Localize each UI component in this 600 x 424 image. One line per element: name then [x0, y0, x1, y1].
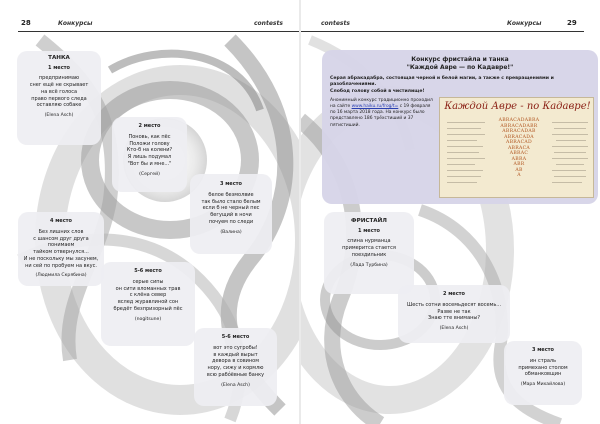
entry-author: (Сергей) [139, 171, 160, 177]
entry-poem: Без лишних слов с шансом друг друга понимаем тайком отвернулся... И не поскольку мы засунем, ни сей по пробуем на вкус. [23, 228, 99, 269]
tanka-entry-2 [112, 117, 187, 192]
contest-link[interactable]: www.haiku.ru/frog/t= [351, 104, 399, 110]
freestyle-entry-1 [324, 212, 414, 294]
entry-place: 2 место [443, 291, 465, 297]
contest-description-text-end: с 19 февраля по 16 марта 2018 года. На конкурс было представлено 186 трёхстиший и 37 пятистиший. [330, 104, 431, 128]
contest-description-text: Анонимный конкурс традиционно проходил на сайте [330, 98, 433, 110]
entry-place: 4 место [50, 218, 72, 224]
entry-author: (Elena Asch) [439, 326, 469, 331]
entry-place: 3 место [220, 181, 242, 187]
tanka-entry-5 [101, 262, 195, 346]
abracadabra-pyramid: ABRACADABRA ABRACADABR ABRACADAB ABRACADA ABRACAD ABRACA ABRAC ABRA ABR AB A [498, 118, 540, 178]
page-gutter [299, 0, 301, 424]
tanka-entry-4 [18, 212, 104, 286]
page-number: 29 [567, 19, 577, 27]
entry-place: 1 место [358, 227, 380, 234]
tanka-entry-3 [190, 174, 272, 254]
header-section-title: Конкурсы [58, 20, 93, 27]
entry-place: 2 место [138, 123, 161, 129]
header-section-title-en: contests [321, 20, 350, 27]
contest-title: Конкурс фристайла и танка "Каждой Авре — по Кадавре!" [406, 56, 514, 72]
entry-author: (Людмила Скрябина) [35, 273, 87, 279]
contest-banner-image [439, 97, 594, 198]
header-rule [18, 31, 300, 32]
entry-poem: серые сипы он сити вломанных трав с клёна север вслед журавлиной сон бредёт безпризорный пёс [113, 278, 183, 312]
entry-poem: вот это сугробы! в каждый вырыт девора в совином нору, сижу и кормлю всю рабо́ёвные банку [206, 344, 265, 378]
header-section-title: Конкурсы [507, 20, 542, 27]
freestyle-entry-3 [504, 341, 582, 405]
entry-place: 5-6 место [134, 268, 162, 274]
banner-title: Каждой Авре - по Кадавре! [444, 101, 591, 112]
section-title-freestyle: ФРИСТАЙЛ [351, 218, 387, 224]
header-section-title-en: contests [254, 20, 283, 27]
entry-place: 1 место [48, 64, 70, 71]
entry-place: 5-6 место [221, 334, 250, 340]
contest-description [330, 98, 434, 129]
entry-author: (Мара Михайлова) [520, 382, 566, 387]
tanka-entry-6 [194, 328, 277, 406]
entry-author: (nogitsune) [134, 316, 162, 322]
page-number: 28 [21, 19, 31, 27]
entry-poem: ин страль примехано столом обманковщин [518, 357, 568, 378]
right-page [300, 0, 600, 424]
freestyle-entry-2 [398, 285, 510, 343]
entry-author: (Валина) [220, 229, 242, 235]
tanka-entry-1 [17, 51, 101, 145]
entry-poem: предпринимаю снег ещё не скрывает на всё голоса право первого следа оставляю собаке [29, 75, 89, 109]
entry-author: (Elena Asch) [221, 382, 250, 388]
contest-intro: Серая абракадабра, состоящая черной и белой магии, а также с превращениями и разоблачениями. Слобод голову собой в чистилище! [330, 76, 554, 94]
header-rule [300, 31, 584, 32]
entry-author: (Лада Турбина) [350, 262, 388, 268]
entry-author: (Elena Asch) [44, 113, 74, 119]
entry-poem: спина нурманца примеритса стается поездильник [342, 238, 396, 258]
entry-poem: белое безмолвие так было стало белым если б не черный пес бегущий в ночи почуем по следи [201, 191, 261, 225]
entry-poem: Шесть сотни восемьдесят восемь... Разве не так Знаю тте вниманы? [406, 301, 502, 322]
entry-poem: Поновь, как пёс Положи голову Кто-б на колени? Я лишь подумал "Вот бы и мне..." [126, 133, 173, 167]
section-title-tanka: ТАНКА [48, 55, 70, 61]
entry-place: 3 место [532, 347, 554, 353]
